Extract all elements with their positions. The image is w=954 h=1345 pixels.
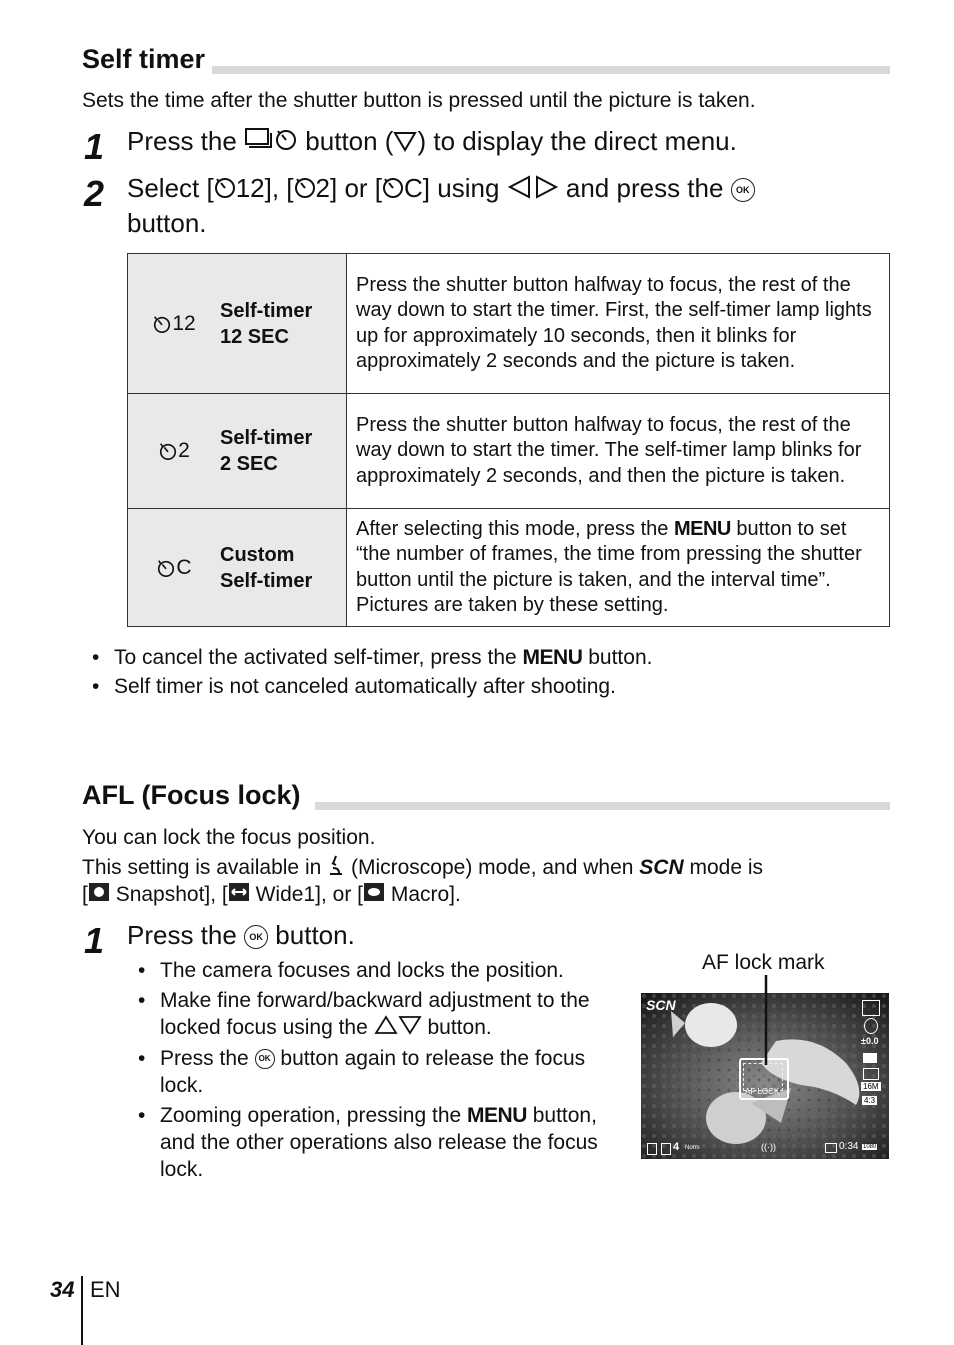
ok-button-icon: OK (731, 178, 755, 202)
row-label: Custom (220, 543, 295, 566)
ok-button-icon: OK (244, 925, 268, 949)
row-description: Press the shutter button halfway to focus, the rest of the way down to start the timer. The self-timer lamp blinks for approximately 2 seconds, and then the picture is taken. (347, 394, 890, 509)
footer-divider (81, 1276, 83, 1345)
drive-icon (863, 1068, 879, 1080)
stabilizer-icon: ((·)) (761, 1142, 776, 1152)
row-description: Press the shutter button halfway to focus, the rest of the way down to start the timer. First, the self-timer lamp lights up for approximately 10 seconds, then it blinks for approximately 2 seconds and the picture is taken. (347, 254, 890, 394)
up-down-arrows-icon (374, 1015, 422, 1042)
list-item: • Press the OK button again to release the focus lock. (130, 1045, 610, 1099)
self-timer-intro: Sets the time after the shutter button is pressed until the picture is taken. (82, 89, 756, 112)
memory-icon (647, 1143, 657, 1155)
scn-mode-label: SCN (639, 856, 684, 880)
row-label: Self-timer (220, 569, 313, 592)
ok-button-icon: OK (255, 1049, 275, 1069)
self-timer-notes (84, 644, 884, 700)
table-row (128, 394, 890, 509)
self-timer-icon (294, 174, 316, 207)
row-description: After selecting this mode, press the MENU button to set “the number of frames, the time from pressing the shutter button until the picture is taken, and the interval time”. Pictures are taken by these setting. (347, 509, 890, 627)
step-number: 2 (84, 173, 105, 214)
macro-scene-icon (363, 882, 385, 909)
list-item: • The camera focuses and locks the position. (130, 957, 610, 984)
row-label: 12 SEC (220, 325, 289, 348)
wb-icon (863, 1053, 877, 1063)
afl-intro-line2: This setting is available in (Microscope) mode, and when SCN mode is (82, 854, 763, 883)
exposure-value: ±0.0 (861, 1036, 879, 1046)
afl-step-1-text: Press the OK button. (127, 920, 355, 950)
self-timer-table (127, 253, 890, 627)
microscope-icon (327, 854, 345, 883)
step-2-text: Select [ 12], [ 2] or [ C] using and press the OK button. (127, 172, 867, 240)
row-label: Self-timer (220, 299, 313, 322)
aspect-indicator: 4:3 (864, 1096, 876, 1105)
flash-icon (864, 1018, 878, 1034)
quality-indicator: Norm (685, 1145, 700, 1151)
menu-button-label: MENU (673, 517, 731, 540)
page-number: 34 (50, 1277, 75, 1302)
self-timer-icon (382, 174, 404, 207)
heading-rule (315, 802, 890, 810)
scn-mode-indicator: SCN (646, 997, 676, 1013)
snapshot-scene-icon (88, 882, 110, 909)
language-label: EN (90, 1277, 121, 1302)
movie-resolution: 1080 (863, 1144, 877, 1150)
af-lock-mark-caption: AF lock mark (702, 951, 825, 974)
self-timer-icon (214, 174, 236, 207)
afl-intro-line3: [ Snapshot], [ Wide1], or [ Macro]. (82, 881, 461, 909)
movie-sound-icon (825, 1143, 837, 1153)
movie-time-remaining: 0:34 (839, 1141, 859, 1152)
section-heading-afl: AFL (Focus lock) (82, 780, 301, 810)
caption-pointer-line (760, 975, 772, 1065)
list-item: • Zooming operation, pressing the MENU button, and the other operations also release the focus lock. (130, 1102, 610, 1183)
table-row (128, 509, 890, 627)
list-item: • To cancel the activated self-timer, press the MENU button. (84, 644, 884, 671)
step-number: 1 (84, 920, 105, 961)
list-item: • Self timer is not canceled automatically after shooting. (84, 673, 884, 700)
self-timer-12-symbol: 12 (128, 311, 220, 337)
down-arrow-icon (393, 127, 417, 160)
self-timer-2-symbol: 2 (128, 438, 220, 464)
list-item: • Make fine forward/backward adjustment to the locked focus using the button. (130, 987, 610, 1042)
section-heading-self-timer: Self timer (82, 44, 206, 74)
card-icon (661, 1143, 671, 1155)
drive-selftimer-icon (244, 126, 298, 160)
step-number: 1 (84, 126, 105, 167)
afl-bullets (130, 957, 610, 1183)
table-row (128, 254, 890, 394)
self-timer-custom-symbol: C (128, 555, 220, 581)
afl-intro-line1: You can lock the focus position. (82, 826, 376, 849)
shots-remaining: 4 (673, 1141, 680, 1153)
af-lock-label: AF LOCK (745, 1087, 780, 1096)
wide1-scene-icon (228, 882, 250, 909)
row-label: 2 SEC (220, 453, 278, 475)
step-1-text: Press the button ( ) to display the direct menu. (127, 125, 737, 160)
menu-button-label: MENU (467, 1103, 527, 1127)
image-size-indicator: 16M (863, 1082, 879, 1091)
menu-button-label: MENU (522, 646, 583, 669)
left-right-arrows-icon (507, 174, 559, 207)
scene-icon (862, 1000, 880, 1016)
row-label: Self-timer (220, 427, 313, 449)
heading-rule (212, 66, 890, 74)
